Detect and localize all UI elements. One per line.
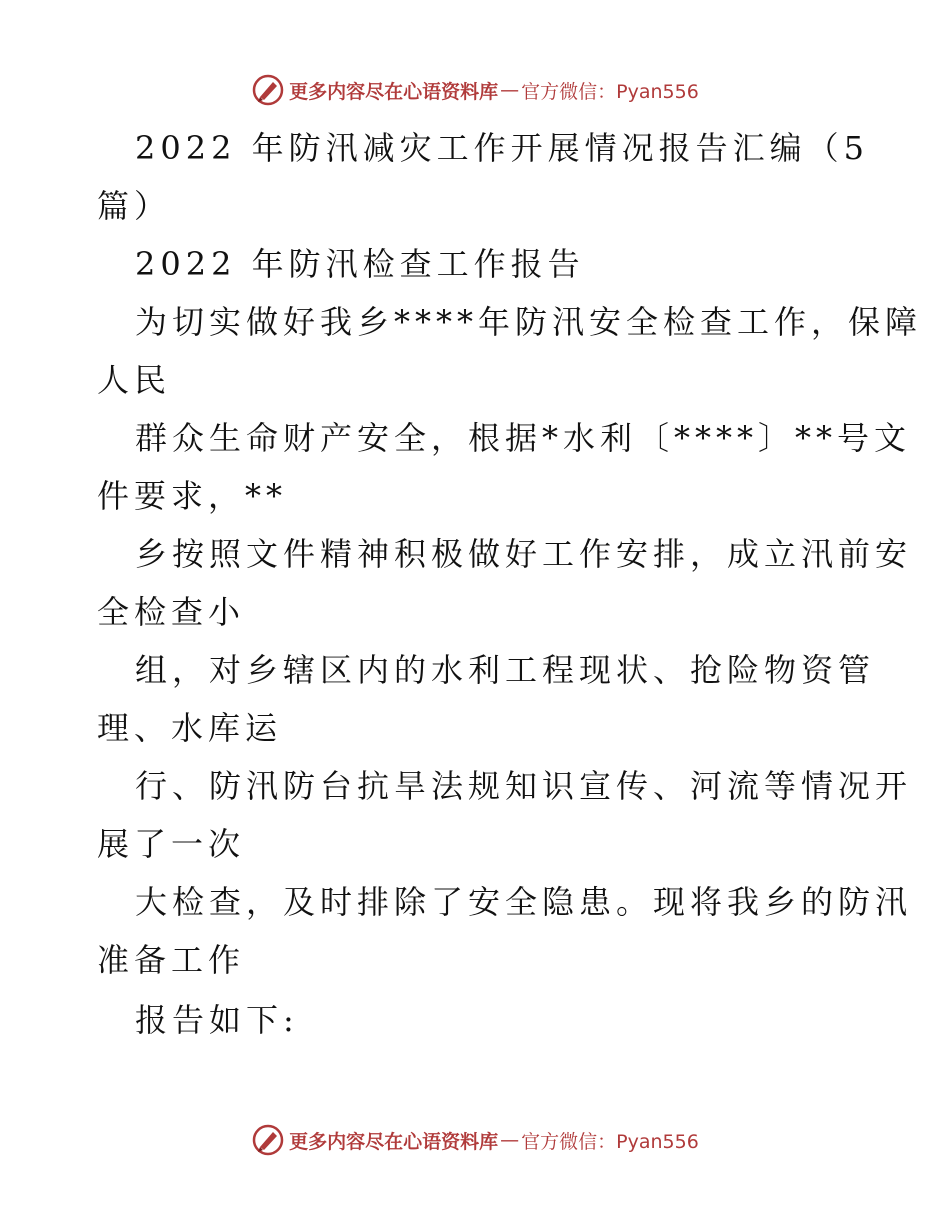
paragraph-line: 大检查，及时排除了安全隐患。现将我乡的防汛 — [135, 883, 913, 921]
watermark-separator: — — [500, 1129, 520, 1151]
paragraph-line: 全检查小 — [97, 593, 246, 631]
document-title-line-1: 2022 年防汛减灾工作开展情况报告汇编（5 — [135, 129, 869, 167]
paragraph-line: 准备工作 — [97, 941, 246, 979]
document-title-line-2: 篇） — [97, 187, 172, 225]
paragraph-line: 群众生命财产安全，根据*水利〔****〕**号文 — [135, 419, 912, 457]
paragraph-line: 为切实做好我乡****年防汛安全检查工作，保障 — [135, 303, 923, 341]
paragraph-line: 报告如下: — [135, 1001, 299, 1039]
watermark-official-text: 官方微信：Pyan556 — [521, 1130, 699, 1153]
header-watermark — [0, 70, 950, 110]
pen-circle-logo-icon — [251, 1123, 285, 1157]
paragraph-line: 组，对乡辖区内的水利工程现状、抢险物资管 — [135, 651, 876, 689]
section-heading: 2022 年防汛检查工作报告 — [135, 245, 585, 283]
pen-circle-logo-icon — [251, 73, 285, 107]
paragraph-line: 件要求，** — [97, 477, 288, 515]
watermark-official-text: 官方微信：Pyan556 — [521, 80, 699, 103]
paragraph-line: 理、水库运 — [97, 709, 283, 747]
footer-watermark — [0, 1120, 950, 1160]
watermark-library-text: 更多内容尽在心语资料库 — [289, 1130, 499, 1153]
paragraph-line: 人民 — [97, 361, 172, 399]
paragraph-line: 展了一次 — [97, 825, 246, 863]
paragraph-line: 行、防汛防台抗旱法规知识宣传、河流等情况开 — [135, 767, 913, 805]
watermark-library-text: 更多内容尽在心语资料库 — [289, 80, 499, 103]
paragraph-line: 乡按照文件精神积极做好工作安排，成立汛前安 — [135, 535, 913, 573]
watermark-separator: — — [500, 79, 520, 101]
